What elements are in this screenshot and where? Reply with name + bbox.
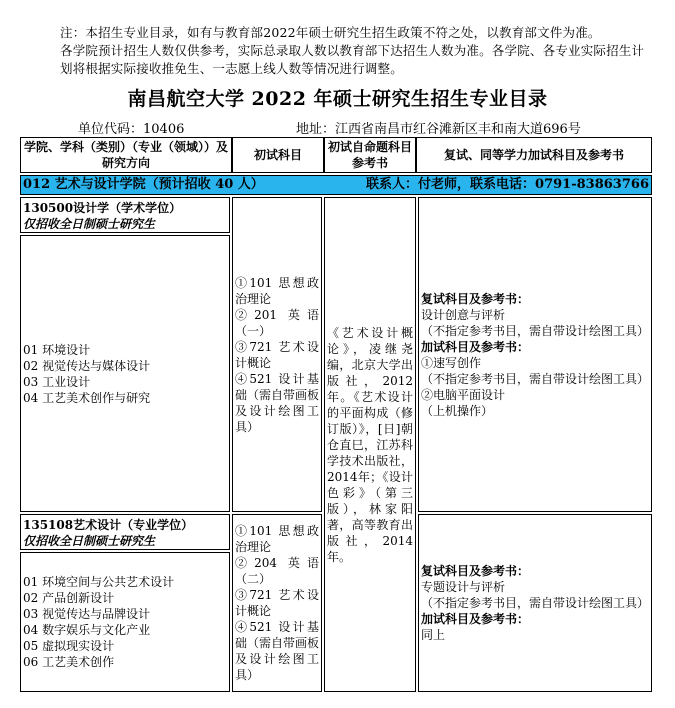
exam-item: ③721 艺术设计概论 — [235, 588, 319, 618]
add-item: 同上 — [421, 628, 446, 642]
initial-exam-subjects — [232, 197, 322, 512]
direction-item: 02 视觉传达与媒体设计 — [23, 358, 151, 373]
direction-item: 06 工艺美术创作 — [23, 655, 115, 669]
header-retest: 复试、同等学力加试科目及参考书 — [416, 137, 652, 173]
header-text: 初试自命题科目 — [328, 140, 413, 154]
program-header — [20, 197, 230, 233]
direction-item: 05 虚拟现实设计 — [23, 639, 115, 653]
direction-item: 02 产品创新设计 — [23, 591, 115, 605]
notice-line: 划将根据实际接收推免生、一志愿上线人数等情况进行调整。 — [60, 61, 403, 76]
header-text: 研究方向 — [101, 156, 150, 170]
exam-item: ②204 英语（二） — [235, 556, 319, 586]
exam-item: ④521 设计基础（需自带画板及设计绘图工具） — [235, 620, 320, 682]
retest-item: （不指定参考书目，需自带设计绘图工具） — [421, 596, 650, 610]
header-college-direction — [20, 137, 232, 173]
header-text: 学院、学科（类别）（专业（领域））及 — [24, 140, 229, 154]
program-directions — [20, 552, 230, 692]
exam-item: ②201 英语（一） — [235, 307, 319, 338]
college-name: 012 艺术与设计学院（预计招收 40 人） — [23, 177, 264, 192]
exam-item: ①101 思想政治理论 — [235, 275, 319, 306]
program-code: 135108艺术设计（专业学位） — [23, 518, 194, 532]
direction-item: 04 工艺美术创作与研究 — [23, 390, 151, 405]
address: 地址：江西省南昌市红谷滩新区丰和南大道696号 — [296, 122, 581, 137]
add-item: ①速写创作 — [421, 355, 482, 370]
add-title: 加试科目及参考书： — [421, 612, 530, 626]
retest-title: 复试科目及参考书： — [421, 564, 530, 578]
reference-books-text: 《艺术设计概论》，凌继尧编，北京大学出版社，2012年。《艺术设计的平面构成（修订版）》，[日]朝仓直巳，江苏科学技术出版社，2014年；《设计色彩》（第三版），林家阳著，高等教育出版社，2014年。 — [327, 325, 413, 564]
add-item: ②电脑平面设计 — [421, 387, 506, 402]
add-item: （上机操作） — [421, 403, 494, 418]
notice-line: 各学院预计招生人数仅供参考，实际总录取人数以教育部下达招生人数为准。各学院、各专业实际招生计 — [60, 43, 645, 58]
reference-books — [324, 197, 416, 692]
direction-item: 01 环境设计 — [23, 342, 91, 357]
direction-item: 01 环境空间与公共艺术设计 — [23, 575, 175, 589]
unit-code: 单位代码：10406 — [78, 122, 185, 137]
retest-title: 复试科目及参考书： — [421, 291, 530, 306]
initial-exam-subjects — [232, 514, 322, 692]
program-note: 仅招收全日制硕士研究生 — [23, 217, 156, 231]
header-self-exam-books — [324, 137, 416, 173]
program-code: 130500设计学（学术学位） — [23, 201, 182, 215]
program-note: 仅招收全日制硕士研究生 — [23, 534, 156, 548]
retest-item: （不指定参考书目，需自带设计绘图工具） — [421, 323, 650, 338]
header-initial-exam: 初试科目 — [232, 137, 324, 173]
retest-subjects — [418, 197, 652, 512]
notice-text — [60, 24, 660, 78]
add-item: （不指定参考书目，需自带设计绘图工具） — [421, 371, 650, 386]
exam-item: ①101 思想政治理论 — [235, 524, 319, 554]
direction-item: 03 视觉传达与品牌设计 — [23, 607, 151, 621]
notice-line: 注：本招生专业目录，如有与教育部2022年硕士研究生招生政策不符之处，以教育部文件为准。 — [60, 25, 601, 40]
exam-item: ③721 艺术设计概论 — [235, 339, 319, 370]
college-contact: 联系人：付老师，联系电话：0791-83863766 — [366, 177, 649, 192]
add-title: 加试科目及参考书： — [421, 339, 530, 354]
retest-item: 专题设计与评析 — [421, 580, 506, 594]
direction-item: 03 工业设计 — [23, 374, 91, 389]
retest-item: 设计创意与评析 — [421, 307, 506, 322]
program-directions — [20, 235, 230, 512]
header-text: 参考书 — [351, 156, 388, 170]
exam-item: ④521 设计基础（需自带画板及设计绘图工具） — [235, 371, 320, 434]
program-header — [20, 514, 230, 550]
page-title: 南昌航空大学 2022 年硕士研究生招生专业目录 — [127, 88, 548, 110]
college-bar — [20, 175, 652, 195]
retest-subjects — [418, 514, 652, 692]
direction-item: 04 数字娱乐与文化产业 — [23, 623, 151, 637]
